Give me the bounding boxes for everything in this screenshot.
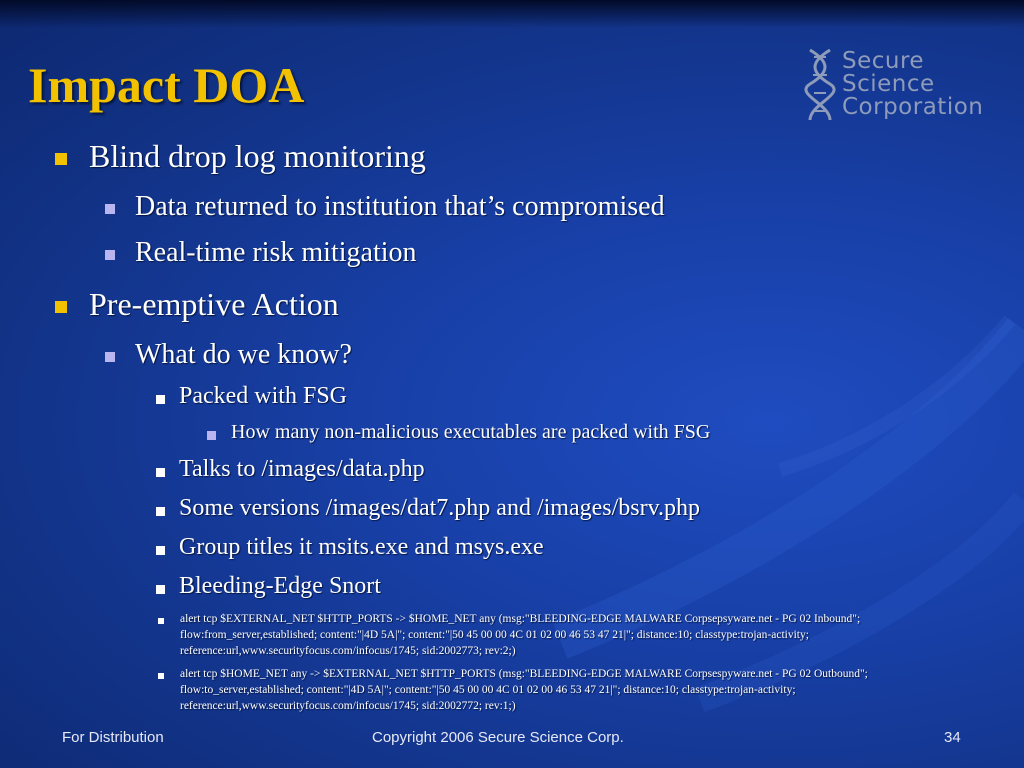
bullet-square-icon: [156, 395, 165, 404]
bullet-square-icon: [156, 507, 165, 516]
bullet-square-icon: [55, 301, 67, 313]
footer-copyright: Copyright 2006 Secure Science Corp.: [372, 729, 624, 746]
snort-rule-outbound: alert tcp $HOME_NET any -> $EXTERNAL_NET $HTTP_PORTS (msg:"BLEEDING-EDGE MALWARE Corpsespyware.net - PG 02 Outbound"; flow:to_server,established; content:"|4D 5A|"; content:"|50 45 00 00 4C 01 02 00 46 53 47 21|"; distance:10; classtype:trojan-activity; reference:url,www.securityfocus.com/infocus/1745; sid:2002772; rev:1;): [180, 668, 868, 712]
footer-distribution: For Distribution: [62, 729, 164, 746]
footer-page-number: 34: [944, 729, 961, 746]
slide-title: Impact DOA: [28, 57, 305, 113]
bullet-square-icon: [156, 585, 165, 594]
bullet-bleeding-edge: Bleeding-Edge Snort: [179, 573, 381, 599]
bullet-pre-emptive: Pre-emptive Action: [89, 286, 339, 322]
bullet-square-icon: [158, 673, 164, 679]
snort-rule-inbound: alert tcp $EXTERNAL_NET $HTTP_PORTS -> $HOME_NET any (msg:"BLEEDING-EDGE MALWARE Corpsepsyware.net - PG 02 Inbound"; flow:from_server,established; content:"|4D 5A|"; content:"|50 45 00 00 4C 01 02 00 46 53 47 21|"; distance:10; classtype:trojan-activity; reference:url,www.securityfocus.com/infocus/1745; sid:2002773; rev:2;): [180, 613, 861, 657]
bullet-data-returned: Data returned to institution that’s compromised: [135, 191, 665, 222]
logo-line-corporation: Corporation: [842, 94, 984, 120]
bullet-talks-to: Talks to /images/data.php: [179, 456, 425, 482]
bullet-square-icon: [158, 618, 164, 624]
bullet-some-versions: Some versions /images/dat7.php and /images/bsrv.php: [179, 495, 701, 521]
bullet-square-icon: [156, 468, 165, 477]
bullet-blind-drop: Blind drop log monitoring: [89, 138, 426, 174]
bullet-square-icon: [105, 352, 115, 362]
bullet-what-do-we-know: What do we know?: [135, 339, 352, 370]
logo-line-secure: Secure: [842, 48, 925, 74]
bullet-non-malicious: How many non-malicious executables are packed with FSG: [231, 421, 711, 443]
logo-line-science: Science: [842, 71, 935, 97]
bullet-group-titles: Group titles it msits.exe and msys.exe: [179, 534, 544, 560]
bullet-square-icon: [105, 204, 115, 214]
bullet-square-icon: [105, 250, 115, 260]
bullet-square-icon: [55, 153, 67, 165]
bullet-packed-fsg: Packed with FSG: [179, 383, 347, 409]
bullet-square-icon: [207, 431, 216, 440]
bullet-square-icon: [156, 546, 165, 555]
bullet-risk-mitigation: Real-time risk mitigation: [135, 237, 417, 268]
